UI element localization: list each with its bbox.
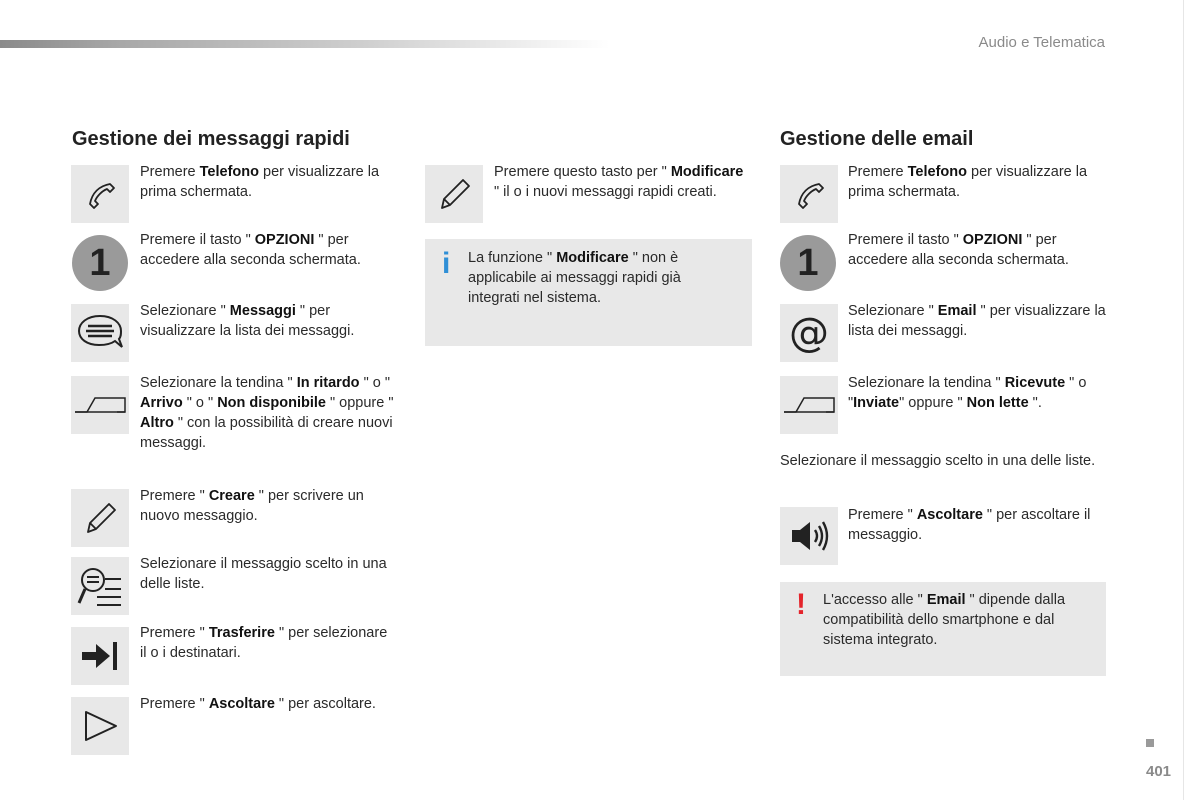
left-section-title: Gestione dei messaggi rapidi [72, 128, 350, 150]
at-sign-icon: @ [780, 304, 838, 362]
left-step-select-text: Selezionare il messaggio scelto in una delle liste. [140, 556, 387, 592]
middle-step-edit-text: Premere questo tasto per " Modificare " il o i nuovi messaggi rapidi creati. [494, 164, 744, 200]
left-step-forward-text: Premere " Trasferire " per selezionare il o i destinatari. [140, 625, 388, 661]
left-step-options-text: Premere il tasto " OPZIONI " per accedere alla seconda schermata. [140, 232, 361, 268]
number-one-badge: 1 [72, 235, 128, 291]
phone-icon [71, 165, 129, 223]
right-select-message-text: Selezionare il messaggio scelto in una delle liste. [780, 453, 1096, 469]
right-step-listen-text: Premere " Ascoltare " per ascoltare il messaggio. [848, 507, 1091, 543]
right-step-dropdown-text: Selezionare la tendina " Ricevute " o "Inviate" oppure " Non lette ". [848, 375, 1087, 411]
pencil-icon [71, 489, 129, 547]
info-note-text: La funzione " Modificare " non è applicabile ai messaggi rapidi già integrati nel sistema. [468, 250, 681, 306]
info-icon: i [442, 247, 451, 280]
page-edge-rule [1183, 0, 1184, 800]
forward-icon [71, 627, 129, 685]
left-step-phone-text: Premere Telefono per visualizzare la prima schermata. [140, 164, 380, 200]
number-one-badge: 1 [780, 235, 836, 291]
section-title: Audio e Telematica [978, 34, 1105, 51]
page-marker [1146, 739, 1154, 747]
left-step-dropdown-text: Selezionare la tendina " In ritardo " o " Arrivo " o " Non disponibile " oppure " Altro " con la possibilità di creare nuovi messaggi. [140, 375, 394, 451]
page-number: 401 [1146, 763, 1172, 780]
left-step-listen-text: Premere " Ascoltare " per ascoltare. [140, 696, 376, 712]
left-step-messages-text: Selezionare " Messaggi " per visualizzare la lista dei messaggi. [140, 303, 355, 339]
phone-icon [780, 165, 838, 223]
warning-note [780, 582, 1106, 676]
tab-dropdown-icon [71, 376, 129, 434]
speaker-icon [780, 507, 838, 565]
warning-note-text: L'accesso alle " Email " dipende dalla compatibilità dello smartphone e dal sistema integrato. [823, 592, 1066, 648]
right-step-options-text: Premere il tasto " OPZIONI " per accedere alla seconda schermata. [848, 232, 1069, 268]
right-section-title: Gestione delle email [780, 128, 974, 150]
play-icon [71, 697, 129, 755]
header-gradient-bar [0, 40, 610, 48]
pencil-icon [425, 165, 483, 223]
warning-icon: ! [796, 588, 806, 621]
right-step-phone-text: Premere Telefono per visualizzare la prima schermata. [848, 164, 1088, 200]
messages-icon [71, 304, 129, 362]
right-step-email-text: Selezionare " Email " per visualizzare la lista dei messaggi. [848, 303, 1106, 339]
tab-dropdown-icon [780, 376, 838, 434]
select-list-icon [71, 557, 129, 615]
left-step-create-text: Premere " Creare " per scrivere un nuovo messaggio. [140, 488, 364, 524]
info-note [425, 239, 752, 346]
